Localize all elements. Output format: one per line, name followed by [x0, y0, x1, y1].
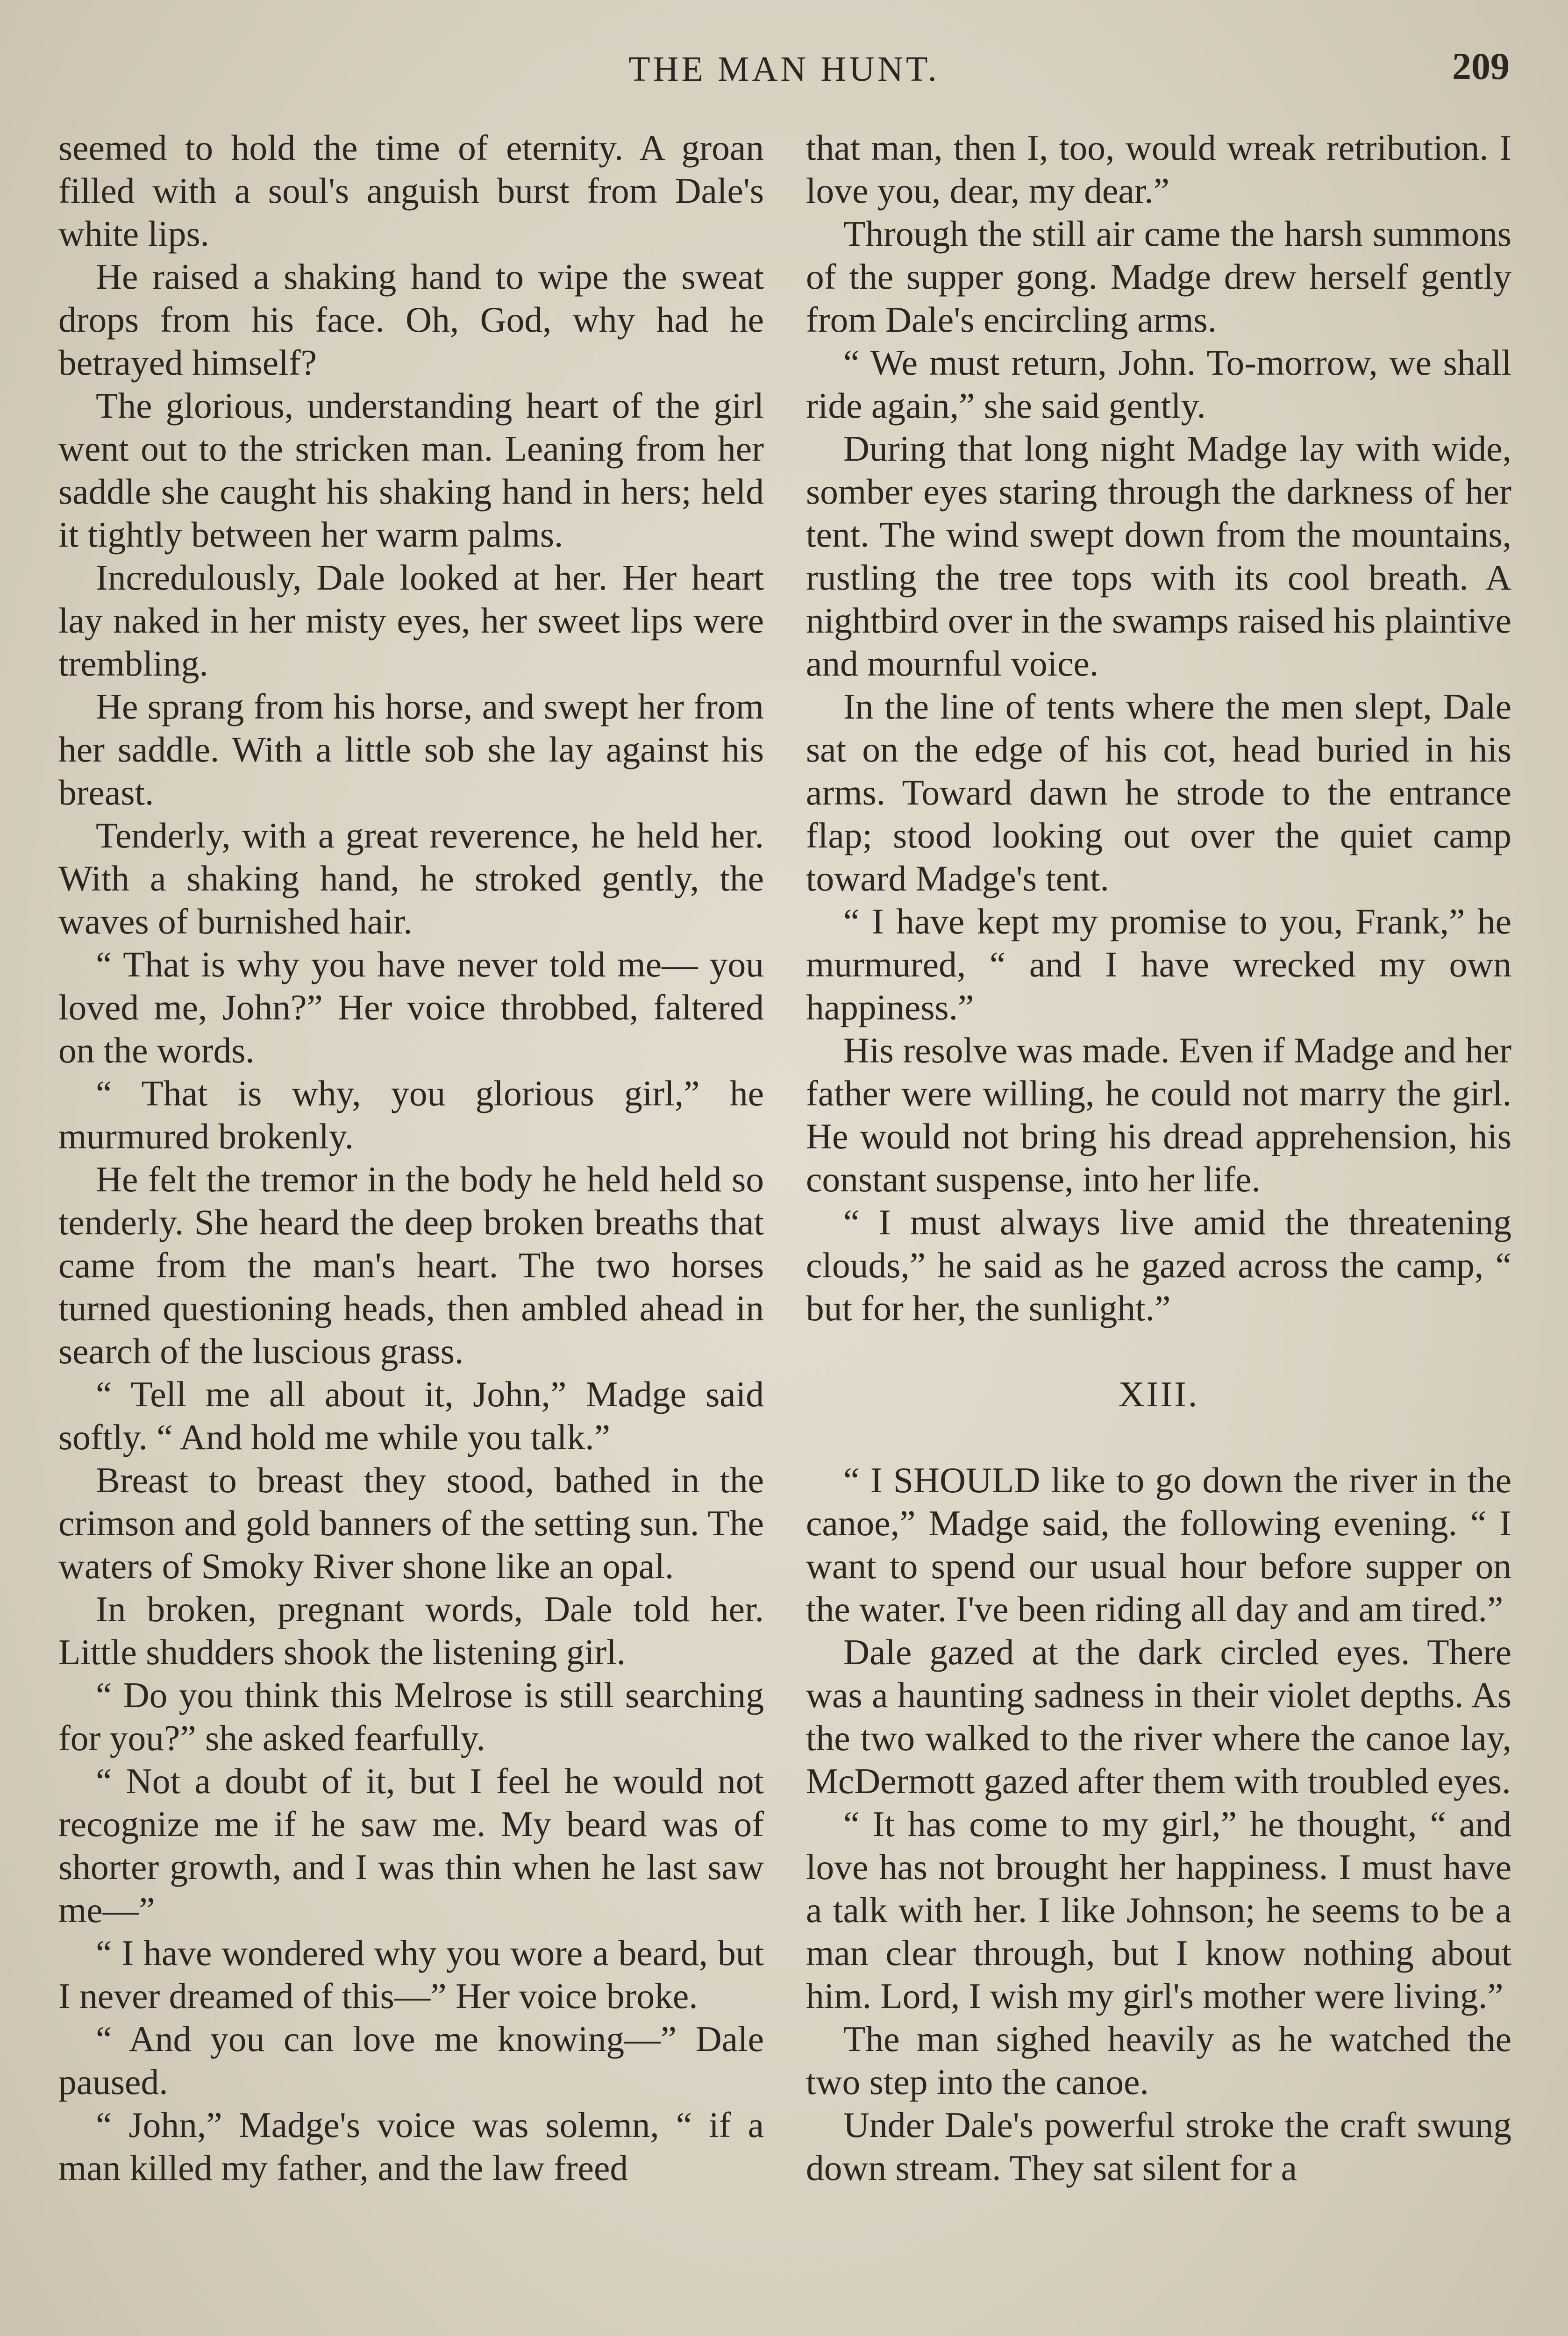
paragraph: “ That is why, you glorious girl,” he murmured brokenly. [58, 1073, 764, 1156]
paragraph: In the line of tents where the men slept, Dale sat on the edge of his cot, head buried in his arms. Toward dawn he strode to the entrance flap; stood looking out over the quiet camp toward Madge's tent. [806, 686, 1511, 898]
paragraph: “ I must always live amid the threatening clouds,” he said as he gazed across the camp, “ but for her, the sunlight.” [806, 1202, 1511, 1328]
paragraph: He raised a shaking hand to wipe the sweat drops from his face. Oh, God, why had he betrayed himself? [58, 256, 764, 383]
paragraph: “ I have wondered why you wore a beard, but I never dreamed of this—” Her voice broke. [58, 1933, 764, 2016]
paragraph: “ It has come to my girl,” he thought, “ and love has not brought her happiness. I must have a talk with her. I like Johnson; he seems to be a man clear through, but I know nothing about him. Lord, I wish my girl's mother were living.” [806, 1804, 1511, 2016]
paragraph: “ Not a doubt of it, but I feel he would not recognize me if he saw me. My beard was of shorter growth, and I was thin when he last saw me—” [58, 1761, 764, 1930]
paragraph: During that long night Madge lay with wide, somber eyes staring through the darkness of her tent. The wind swept down from the mountains, rustling the tree tops with its cool breath. A nightbird over in the swamps raised his plaintive and mournful voice. [806, 428, 1511, 684]
paragraph: Incredulously, Dale looked at her. Her heart lay naked in her misty eyes, her sweet lips were trembling. [58, 557, 764, 684]
paragraph: “ I have kept my promise to you, Frank,” he murmured, “ and I have wrecked my own happiness.” [806, 901, 1511, 1027]
right-column-after-heading [806, 1459, 1511, 2189]
page-header [0, 44, 1568, 96]
right-column-before-heading [806, 126, 1511, 1330]
paragraph: Dale gazed at the dark circled eyes. There was a haunting sadness in their violet depths. As the two walked to the river where the canoe lay, McDermott gazed after them with troubled eyes. [806, 1632, 1511, 1801]
page-number: 209 [1452, 45, 1510, 87]
paragraph: that man, then I, too, would wreak retribution. I love you, dear, my dear.” [806, 128, 1511, 211]
paragraph: The man sighed heavily as he watched the two step into the canoe. [806, 2019, 1511, 2102]
paragraph: “ And you can love me knowing—” Dale paused. [58, 2019, 764, 2102]
paragraph: “ We must return, John. To-morrow, we shall ride again,” she said gently. [806, 342, 1511, 426]
left-column [58, 126, 764, 2189]
paragraph: “ John,” Madge's voice was solemn, “ if a man killed my father, and the law freed [58, 2105, 764, 2188]
paragraph: Through the still air came the harsh summons of the supper gong. Madge drew herself gently from Dale's encircling arms. [806, 214, 1511, 340]
paragraph: Under Dale's powerful stroke the craft swung down stream. They sat silent for a [806, 2105, 1511, 2188]
paragraph: “ Tell me all about it, John,” Madge said softly. “ And hold me while you talk.” [58, 1374, 764, 1457]
paragraph: “ I SHOULD like to go down the river in the canoe,” Madge said, the following evening. “ I want to spend our usual hour before supper on the water. I've been riding all day and am tired.” [806, 1460, 1511, 1629]
paragraph: “ Do you think this Melrose is still searching for you?” she asked fearfully. [58, 1675, 764, 1758]
paragraph: The glorious, understanding heart of the girl went out to the stricken man. Leaning from her saddle she caught his shaking hand in hers; held it tightly between her warm palms. [58, 385, 764, 555]
paragraph: In broken, pregnant words, Dale told her. Little shudders shook the listening girl. [58, 1589, 764, 1672]
paragraph: He felt the tremor in the body he held held so tenderly. She heard the deep broken breaths that came from the man's heart. The two horses turned questioning heads, then ambled ahead in search of the luscious grass. [58, 1159, 764, 1371]
paragraph: He sprang from his horse, and swept her from her saddle. With a little sob she lay against his breast. [58, 686, 764, 812]
paragraph: His resolve was made. Even if Madge and her father were willing, he could not marry the girl. He would not bring his dread apprehension, his constant suspense, into her life. [806, 1030, 1511, 1199]
chapter-heading: XIII. [1118, 1374, 1199, 1414]
right-column [806, 126, 1511, 2189]
paragraph: Breast to breast they stood, bathed in the crimson and gold banners of the setting sun. The waters of Smoky River shone like an opal. [58, 1460, 764, 1586]
paragraph: seemed to hold the time of eternity. A groan filled with a soul's anguish burst from Dale's white lips. [58, 128, 764, 254]
paragraph: “ That is why you have never told me— you loved me, John?” Her voice throbbed, faltered on the words. [58, 944, 764, 1070]
paragraph: Tenderly, with a great reverence, he held her. With a shaking hand, he stroked gently, the waves of burnished hair. [58, 815, 764, 941]
running-title: THE MAN HUNT. [628, 50, 940, 89]
